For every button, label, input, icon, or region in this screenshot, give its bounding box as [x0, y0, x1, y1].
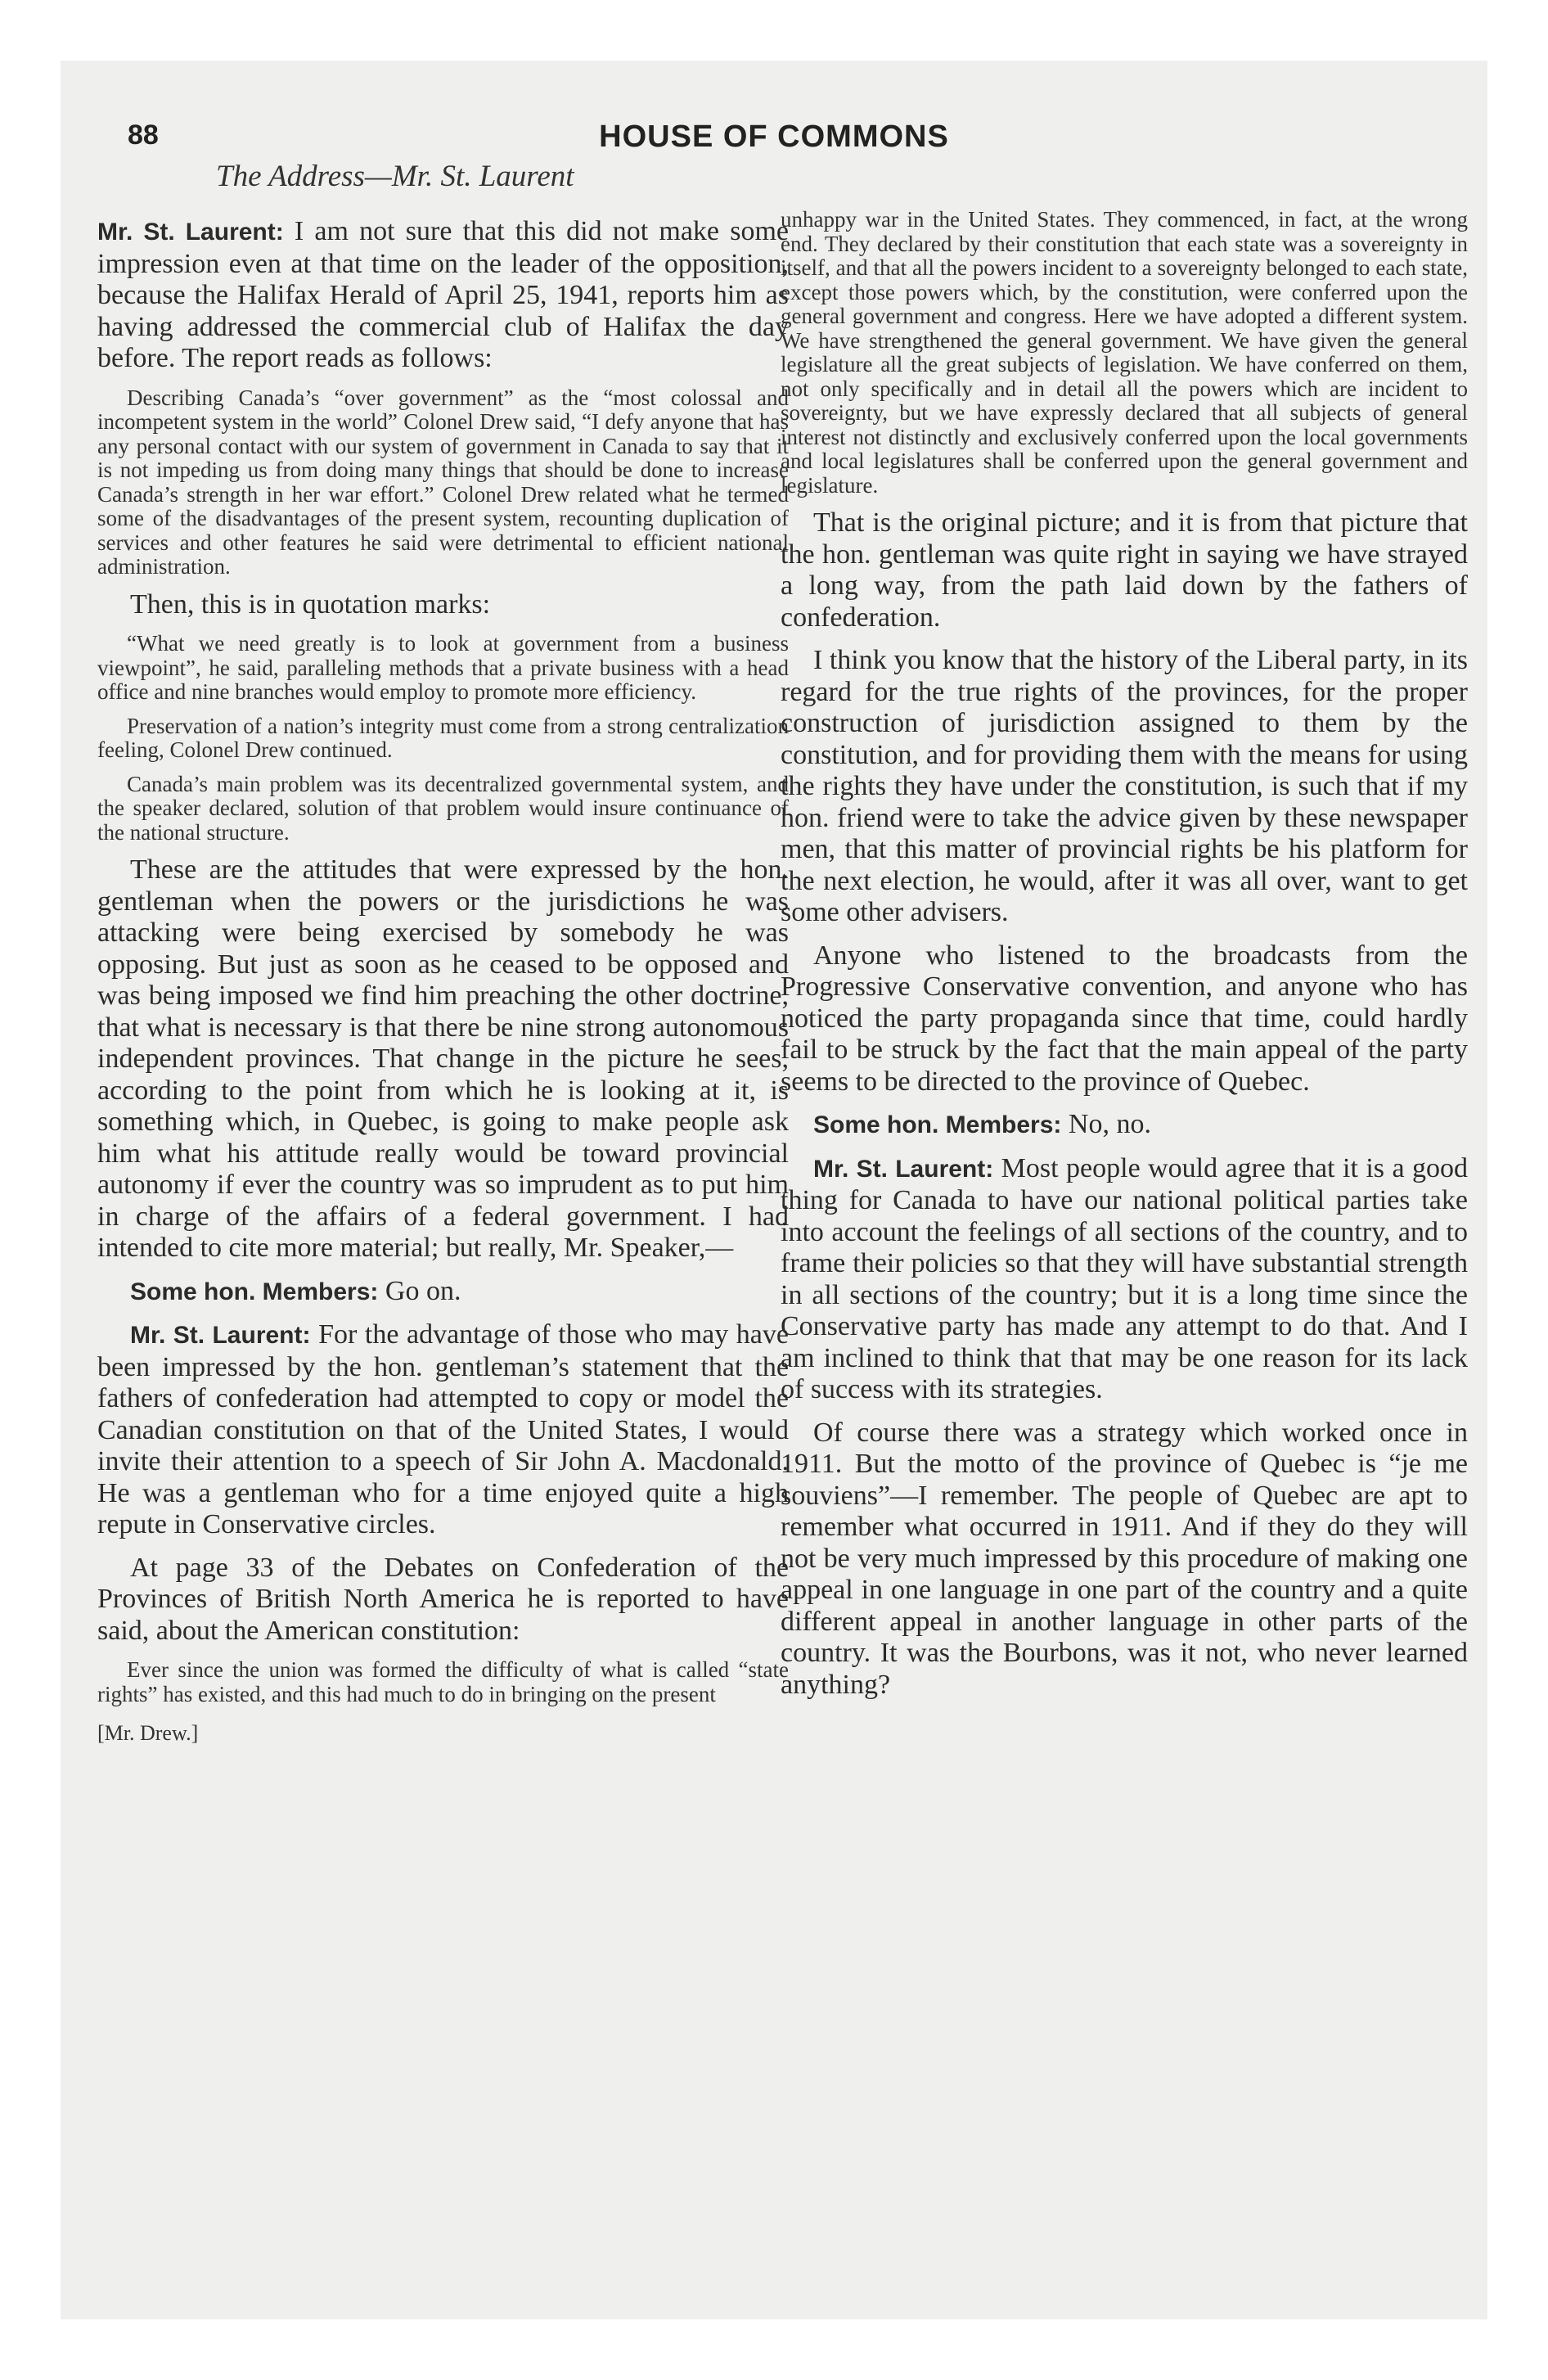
paragraph [781, 1153, 1468, 1406]
speech-text: Go on. [378, 1275, 461, 1306]
paragraph: Then, this is in quotation marks: [130, 588, 491, 620]
quoted-passage: unhappy war in the United States. They commenced, in fact, at the wrong end. They declared by their constitution that each state was a sovereignty in itself, and that all the powers incident to a sovereignty belonged to each state, except those powers which, by the constitution, were conferred upon the general government and congress. Here we have adopted a different system. We have strengthened the general government. We have given the general legislature all the great subjects of legislation. We have conferred on them, not only specifically and in detail all the powers which are incident to sovereignty, but we have expressly declared that all subjects of general interest not distinctly and exclusively conferred upon the local governments and local legislatures shall be conferred upon the general government and legislature. [781, 207, 1468, 498]
paragraph: These are the attitudes that were expressed by the hon. gentleman when the powers or the jurisdictions he was attacking were being exercised by somebody he was opposing. But just as soon as he ceased to be opposed and was being imposed we find him preaching the other doctrine, that what is necessary is that there be nine strong autonomous independent provinces. That change in the picture he sees, according to the point from which he is looking at it, is something which, in Quebec, is going to make people ask him what his attitude really would be toward provincial autonomy if ever the country was so imprudent as to put him in charge of the affairs of a federal government. I had intended to cite more material; but really, Mr. Speaker,— [97, 854, 789, 1263]
quoted-passage: Canada’s main problem was its decentralized governmental system, and the speaker declared, solution of that problem would insure continuance of the national structure. [97, 771, 789, 845]
speaker-name: Some hon. Members: [813, 1111, 1062, 1138]
speaker-name: Mr. St. Laurent: [813, 1155, 994, 1183]
paragraph [97, 1276, 789, 1309]
speaker-name: Mr. St. Laurent: [130, 1322, 311, 1349]
paragraph [97, 1319, 789, 1541]
speech-text: No, no. [1061, 1109, 1151, 1139]
speech-text: For the advantage of those who may have been impressed by the hon. gentleman’s statement that the fathers of confederation had attempted to copy or model the Canadian constitution on that of the United States, I would invite their attention to a speech of Sir John A. Macdonald. He was a gentleman who for a time enjoyed quite a high repute in Conservative circles. [97, 1319, 789, 1539]
page [61, 61, 1487, 2319]
quoted-passage: “What we need greatly is to look at government from a business viewpoint”, he said, paralleling methods that a private business with a head office and nine branches would employ to promote more efficiency. [97, 631, 789, 704]
paragraph: That is the original picture; and it is from that picture that the hon. gentleman was quite right in saying we have strayed a long way, from the path laid down by the fathers of confederation. [781, 507, 1468, 633]
speaker-name: Some hon. Members: [130, 1278, 379, 1305]
page-number: 88 [128, 119, 159, 151]
quoted-passage: Describing Canada’s “over government” as the “most colossal and incompetent system in the world” Colonel Drew said, “I defy anyone that has any personal contact with our system of government in Canada to say that it is not impeding us from doing many things that should be done to increase Canada’s strength in her war effort.” Colonel Drew related what he termed some of the disadvantages of the present system, recounting duplication of services and other features he said were detrimental to efficient national administration. [97, 385, 789, 579]
paragraph [781, 1109, 1468, 1142]
paragraph: I think you know that the history of the Liberal party, in its regard for the true rights of the provinces, for the proper construction of jurisdiction assigned to them by the constitution, and for providing them with the means for using the rights they have under the constitution, is such that if my hon. friend were to take the advice given by these newspaper men, that this matter of provincial rights be his platform for the next election, he would, after it was all over, want to get some other advisers. [781, 645, 1468, 927]
footer-note: [Mr. Drew.] [97, 1721, 199, 1745]
speaker-name: Mr. St. Laurent: [97, 219, 284, 246]
right-column [781, 208, 1468, 1712]
paragraph: Of course there was a strategy which worked once in 1911. But the motto of the province of Quebec is “je me souviens”—I remember. The people of Quebec are apt to remember what occurred in 1911. And if they do they will not be very much impressed by this procedure of making one appeal in one language in one part of the country and a quite different appeal in another language in other parts of the country. It was the Bourbons, was it not, who never learned anything? [781, 1417, 1468, 1700]
paragraph [97, 216, 789, 375]
quoted-passage: Ever since the union was formed the difficulty of what is called “state rights” has existed, and this had much to do in bringing on the present [97, 1657, 789, 1706]
paragraph: Anyone who listened to the broadcasts from the Progressive Conservative convention, and anyone who has noticed the party propaganda since that time, could hardly fail to be struck by the fact that the main appeal of the party seems to be directed to the province of Quebec. [781, 940, 1468, 1097]
speech-text: I am not sure that this did not make some impression even at that time on the leader of the opposition, because the Halifax Herald of April 25, 1941, reports him as having addressed the commercial club of Halifax the day before. The report reads as follows: [97, 216, 789, 373]
section-subhead: The Address—Mr. St. Laurent [216, 160, 574, 193]
paragraph: At page 33 of the Debates on Confederation of the Provinces of British North America he is reported to have said, about the American constitution: [97, 1552, 789, 1646]
quoted-passage: Preservation of a nation’s integrity must come from a strong centralization feeling, Colonel Drew continued. [97, 713, 789, 762]
speech-text: Most people would agree that it is a good thing for Canada to have our national political parties take into account the feelings of all sections of the country, and to frame their policies so that they will have substantial strength in all sections of the country; but it is a long time since the Conservative party has made any attempt to do that. And I am inclined to think that that may be one reason for its lack of success with its strategies. [781, 1152, 1468, 1404]
running-head: HOUSE OF COMMONS [599, 119, 949, 154]
left-column [97, 216, 789, 1746]
